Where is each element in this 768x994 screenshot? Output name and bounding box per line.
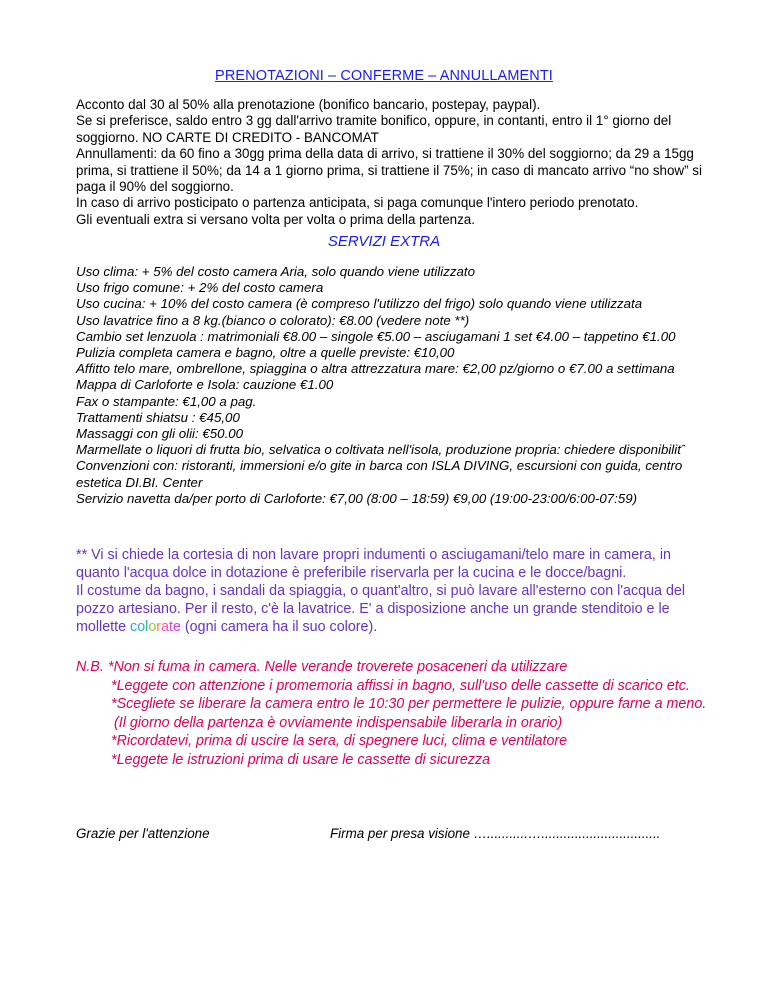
service-item: Massaggi con gli olii: €50.00 xyxy=(76,426,244,442)
services-heading: SERVIZI EXTRA xyxy=(327,233,441,250)
note-text: Il costume da bagno, i sandali da spiaggia, o quant'altro, si può lavare all'esterno con l'acqua del pozzo artesiano. Per il resto, c'è la lavatrice. E' a disposizione anche un grande stenditoio e le mollette xyxy=(76,583,686,635)
services-list xyxy=(76,264,706,507)
service-item: Affitto telo mare, ombrellone, spiaggina o altra attrezzatura mare: €2,00 pz/giorno o €7.00 a settimana xyxy=(76,361,675,377)
nb-item: (Il giorno della partenza è ovviamente indispensabile liberarla in orario) xyxy=(114,714,563,731)
page-title: PRENOTAZIONI – CONFERME – ANNULLAMENTI xyxy=(215,68,553,84)
service-item: Pulizia completa camera e bagno, oltre a quelle previste: €10,00 xyxy=(76,345,455,361)
service-item: Fax o stampante: €1,00 a pag. xyxy=(76,393,257,409)
nb-item: *Leggete con attenzione i promemoria affissi in bagno, sull'uso delle cassette di scarico etc. xyxy=(111,677,690,694)
terms-line: Acconto dal 30 al 50% alla prenotazione (bonifico bancario, postepay, paypal). xyxy=(76,97,541,112)
thanks-text: Grazie per l'attenzione xyxy=(76,826,210,841)
service-item: Uso frigo comune: + 2% del costo camera xyxy=(76,280,324,296)
note-paragraph: ** Vi si chiede la cortesia di non lavare propri indumenti o asciugamani/telo mare in camera, in quanto l'acqua dolce in dotazione è preferibile riservarla per la cucina e le docce/bagni. xyxy=(76,547,671,581)
signature-line: Firma per presa visione …...........…................................ xyxy=(330,826,661,841)
service-item: Servizio navetta da/per porto di Carloforte: €7,00 (8:00 – 18:59) €9,00 (19:00-23:00/6:00-07:59) xyxy=(76,490,638,506)
nb-section xyxy=(76,658,716,769)
terms-line: Gli eventuali extra si versano volta per volta o prima della partenza. xyxy=(76,211,475,227)
nb-item: *Scegliete se liberare la camera entro le 10:30 per permettere le pulizie, oppure farne a meno. xyxy=(111,696,707,712)
note-paragraph xyxy=(76,582,716,636)
laundry-note xyxy=(76,546,716,636)
service-item: Uso lavatrice fino a 8 kg.(bianco o colorato): €8.00 (vedere note **) xyxy=(76,312,470,328)
service-item: Mappa di Carloforte e Isola: cauzione €1.00 xyxy=(76,377,334,393)
service-item: Convenzioni con: ristoranti, immersioni e/o gite in barca con ISLA DIVING, escursioni con guida, centro estetica DI.BI. Center xyxy=(76,458,683,490)
service-item: Trattamenti shiatsu : €45,00 xyxy=(76,409,240,425)
service-item: Marmellate o liquori di frutta bio, selvatica o coltivata nell'isola, produzione propria: chiedere disponibilitˆ xyxy=(76,442,686,458)
terms-line: Annullamenti: da 60 fino a 30gg prima della data di arrivo, si trattiene il 30% del soggiorno; da 29 a 15gg prima, si trattiene il 50%; da 14 a 1 giorno prima, si trattiene il 75%; in caso di mancato arrivo “no show” si paga il 90% del soggiorno. xyxy=(76,146,702,195)
service-item: Uso cucina: + 10% del costo camera (è compreso l'utilizzo del frigo) solo quando viene utilizzata xyxy=(76,296,643,312)
nb-label: N.B. xyxy=(76,659,104,675)
nb-item: *Ricordatevi, prima di uscire la sera, di spegnere luci, clima e ventilatore xyxy=(111,733,568,749)
colored-word: colorate xyxy=(130,619,181,635)
nb-item: *Non si fuma in camera. Nelle verande troverete posaceneri da utilizzare xyxy=(108,659,568,675)
service-item: Cambio set lenzuola : matrimoniali €8.00 – singole €5.00 – asciugamani 1 set €4.00 – tappetino €1.00 xyxy=(76,328,676,344)
nb-item: *Leggete le istruzioni prima di usare le cassette di sicurezza xyxy=(111,751,491,768)
booking-terms xyxy=(76,97,706,228)
service-item: Uso clima: + 5% del costo camera Aria, solo quando viene utilizzato xyxy=(76,264,475,279)
note-text: (ogni camera ha il suo colore). xyxy=(180,619,378,635)
terms-line: Se si preferisce, saldo entro 3 gg dall'arrivo tramite bonifico, oppure, in contanti, entro il 1° giorno del soggiorno. NO CARTE DI CREDITO - BANCOMAT xyxy=(76,113,672,145)
terms-line: In caso di arrivo posticipato o partenza anticipata, si paga comunque l'intero periodo prenotato. xyxy=(76,195,639,211)
